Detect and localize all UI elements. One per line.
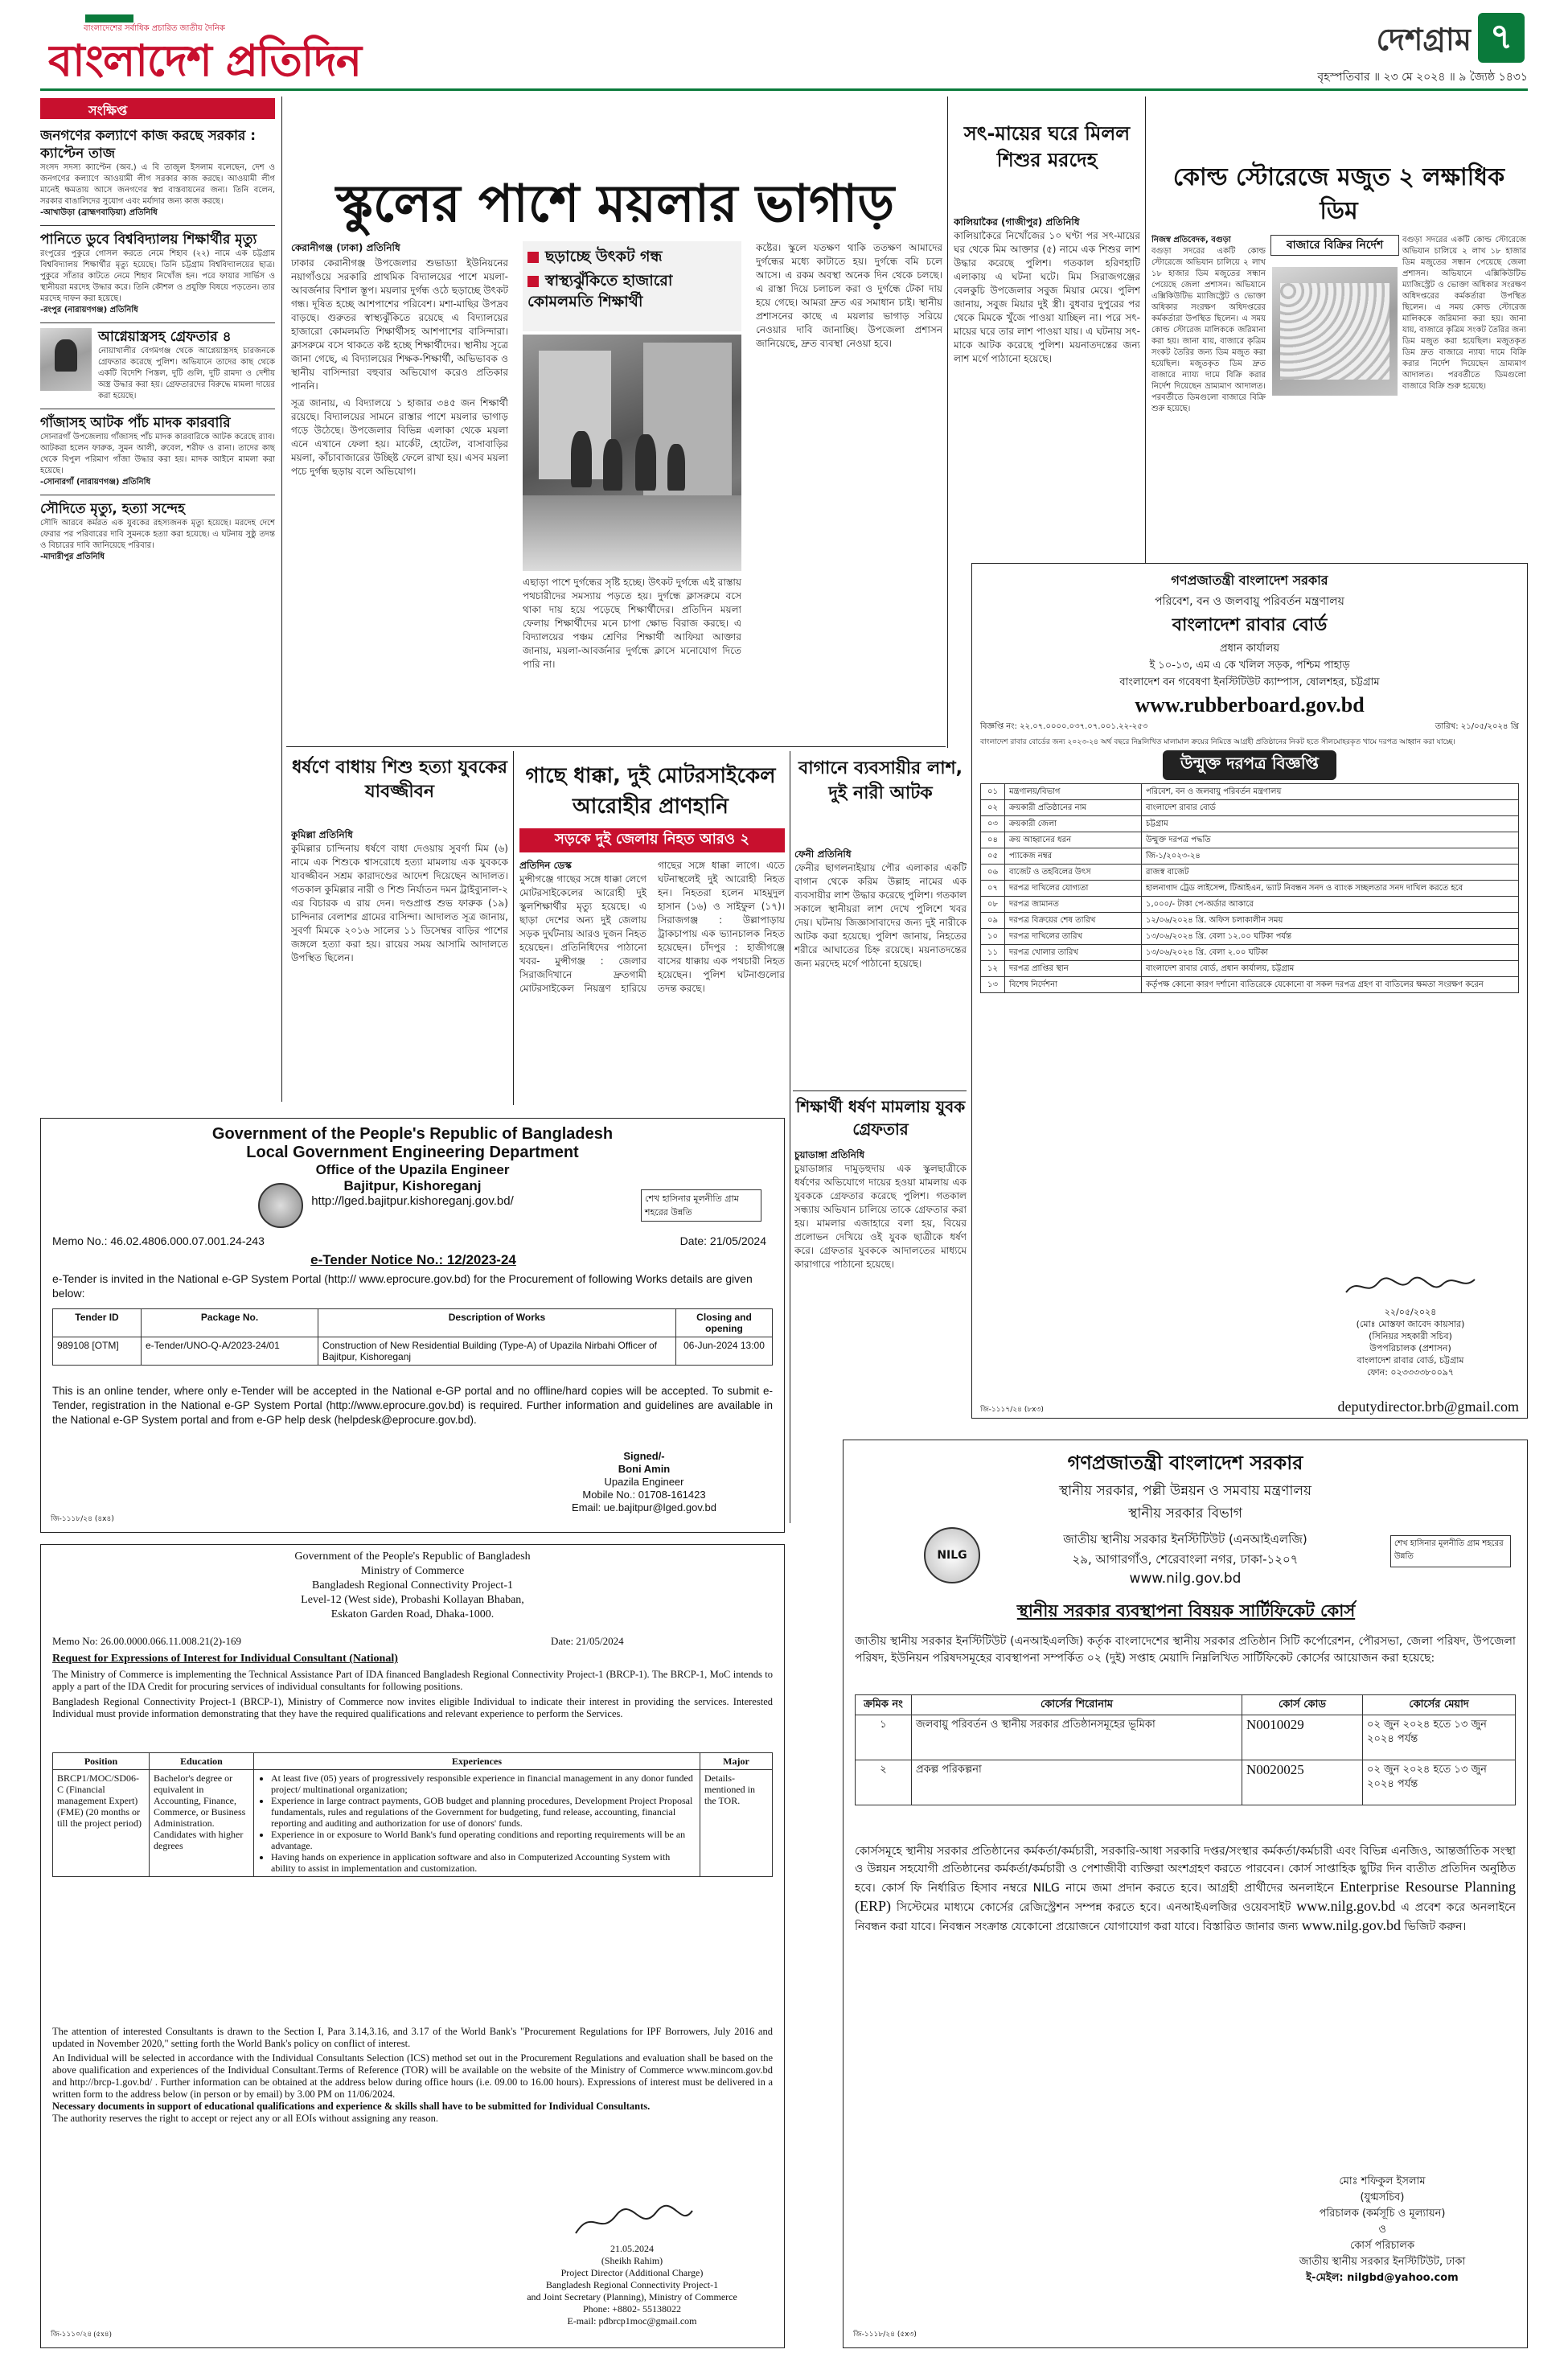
signer-role: and Joint Secretary (Planning), Ministry of Commerce (527, 2291, 737, 2302)
lead-col-3 (523, 576, 741, 745)
table-cell: দরপত্র দাখিলের তারিখ (1005, 929, 1142, 945)
ad-date: Date: 21/05/2024 (679, 1234, 766, 1247)
ad-web-link[interactable]: www.nilg.gov.bd (1296, 1898, 1396, 1914)
table-header: Position (53, 1753, 150, 1770)
table-cell: ১ (856, 1715, 912, 1760)
story6-text: ফেনীর ছাগলনাইয়ায় পৌর এলাকার একটি বাগান থেকে করিম উল্লাহ নামের এক ব্যবসায়ীর লাশ উদ্ধার করেছে পুলিশ। গতকাল সকালে স্থানীয়রা লাশ দেখে পুলিশে খবর দেয়। ঘটনায় জিজ্ঞাসাবাদের জন্য দুই নারীকে আটক করা হয়েছে। পুলিশ জানায়, নিহতের শরীরে আঘাতের চিহ্ন রয়েছে। ময়নাতদন্তের জন্য মরদেহ মর্গে পাঠানো হয়েছে। (794, 862, 967, 969)
table-header: Closing and opening (676, 1309, 773, 1337)
page-date: বৃহস্পতিবার ॥ ২৩ মে ২০২৪ ॥ ৯ জ্যৈষ্ঠ ১৪৩১ (1317, 71, 1528, 84)
ad-paragraph: Bangladesh Regional Connectivity Project-1 (BRCP-1), Ministry of Commerce now invites eligible Individual to indicate their interest in providing the services. Interested Individual must provide information demonstrating that they have the required qualifications and relevant experience to perform the Services. (52, 1696, 773, 1719)
story6-headline-box (794, 756, 967, 844)
ad-ref: জি-১১১৮/২৪ (৫x৩) (853, 2331, 917, 2339)
ad-slogan: শেখ হাসিনার মূলনীতি গ্রাম শহরের উন্নতি (1390, 1535, 1511, 1567)
briefs-header (40, 98, 275, 119)
brief-title: গাঁজাসহ আটক পাঁচ মাদক কারবারি (40, 415, 231, 431)
brief-byline: -রংপুর (নারায়ণগঞ্জ) প্রতিনিধি (40, 306, 138, 314)
story7-headline: শিক্ষার্থী ধর্ষণ মামলায় যুবক গ্রেফতার (795, 1097, 966, 1139)
brief-byline: -মাদারীপুর প্রতিনিধি (40, 552, 105, 561)
signer-role: Project Director (Additional Charge) (560, 2267, 704, 2278)
briefs-header-text: সংক্ষিপ্ত (88, 103, 128, 118)
table-cell: Bachelor's degree or equivalent in Accounting, Finance, Commerce, or Business Administration. Candidates with higher degrees (150, 1770, 254, 1877)
ad-title: Request for Expressions of Interest for Individual Consultant (National) (52, 1653, 398, 1665)
ad-signature-block (491, 2204, 773, 2327)
table-cell: ০২ (981, 800, 1005, 816)
table-header: Tender ID (53, 1309, 142, 1337)
ad-foot: This is an online tender, where only e-Tender will be accepted in the National e-GP portal and no offline/hard copies will be accepted. To submit e-Tender, registration in the National e-GP System Portal (http://www.eprocure.gov.bd) is required. Further information and guidelines are available in the National e-GP System portal and from e-GP help desk (helpdesk@eprocure.gov.bd). (52, 1385, 773, 1426)
table-cell: দরপত্র জামানত (1005, 897, 1142, 913)
table-cell: প্রকল্প পরিকল্পনা (912, 1760, 1242, 1805)
ad-body (855, 1842, 1516, 1936)
lead-highlight-text: স্বাস্থ্যঝুঁকিতে হাজারো কোমলমতি শিক্ষার্থী (527, 272, 673, 310)
table-cell: রাজস্ব বাজেট (1142, 865, 1519, 881)
signer-role: কোর্স পরিচালক (1349, 2240, 1415, 2252)
lged-ad (40, 1118, 785, 1533)
table-row (981, 945, 1519, 961)
table-row (981, 784, 1519, 800)
story5-body (519, 859, 785, 1102)
ad-paragraph: The authority reserves the right to accept or reject any or all EOIs without assigning any reason. (52, 2113, 439, 2124)
ad-intro: বাংলাদেশ রাবার বোর্ডের জন্য ২০২৩-২৪ অর্থ বছরে নিম্নলিখিত মালামাল ক্রয়ের নিমিত্তে আগ্রহী প্রতিষ্ঠানের নিকট হতে সীলমোহরকৃত খামে দরপত্র আহ্বান করা যাচ্ছে। (980, 738, 1455, 746)
signer: Boni Amin (618, 1463, 671, 1475)
table-cell: ১১ (981, 945, 1005, 961)
masthead-tagline: বাংলাদেশের সর্বাধিক প্রচারিত জাতীয় দৈনিক (84, 24, 225, 32)
story2-headline-box (952, 121, 1142, 209)
signer-phone: ফোন: ০২৩৩৩৩৮০০৯৭ (1366, 1367, 1455, 1378)
lead-photo (523, 335, 741, 571)
signer-and: ও (1378, 2224, 1386, 2236)
table-row (981, 961, 1519, 977)
table-header: ক্রমিক নং (856, 1695, 912, 1715)
table-cell: বাজেট ও তহবিলের উৎস (1005, 865, 1142, 881)
lead-highlight-text: ছড়াচ্ছে উৎকট গন্ধ (545, 248, 663, 265)
ad-gov: Government of the People's Republic of Bangladesh (211, 1125, 614, 1143)
ad-body-text: এ প্রবেশ করে অনলাইনে নিবন্ধন করা যাবে। নিবন্ধন সংক্রান্ত যেকোনো প্রয়োজনে যোগাযোগ করা যাবে। বিস্তারিত জানার জন্য (855, 1901, 1516, 1933)
table-cell: N0020025 (1242, 1760, 1363, 1805)
story4-headline: ধর্ষণে বাধায় শিশু হত্যা যুবকের যাবজ্জীবন (292, 758, 507, 802)
lged-table (52, 1308, 773, 1366)
ad-ref: জি-১১১০/২৪ (৫x৪) (51, 2330, 112, 2338)
table-cell: জি-১/২০২৩-২৪ (1142, 848, 1519, 865)
brief-body: সোনারগাঁ উপজেলায় গাঁজাসহ পাঁচ মাদক কারবারিকে আটক করেছে র‌্যাব। আটকরা হলেন ফারুক, সুমন আলী, রুবেল, শরীফ ও রানা। তাদের কাছ থেকে বিপুল পরিমাণ গাঁজা উদ্ধার করা হয়। মাদক আইনে মামলা করা হয়েছে। (40, 433, 275, 475)
logo-text: বাংলাদেশ প্রতিদিন (48, 35, 361, 84)
story3-body (1151, 235, 1526, 557)
masthead-logo (48, 27, 394, 84)
ad-address: বাংলাদেশ বন গবেষণা ইনস্টিটিউট ক্যাম্পাস, ষোলশহর, চট্টগ্রাম (1119, 676, 1380, 688)
table-header: কোর্সের শিরোনাম (912, 1695, 1242, 1715)
ad-project: Bangladesh Regional Connectivity Project-1 (311, 1579, 513, 1592)
table-cell: Details-mentioned in the TOR. (700, 1770, 773, 1877)
ad-paragraph: Necessary documents in support of educational qualifications and experience & skills shall have to be submitted for Individual Consultants. (52, 2101, 651, 2112)
ad-title: স্থানীয় সরকার ব্যবস্থাপনা বিষয়ক সার্টিফিকেট কোর্স (1016, 1601, 1356, 1620)
table-cell: ১২ (981, 961, 1005, 977)
ad-web-link[interactable]: www.nilg.gov.bd (1301, 1917, 1402, 1933)
signer-org: বাংলাদেশ রাবার বোর্ড, চট্টগ্রাম (1357, 1355, 1464, 1366)
eggs-photo (1272, 267, 1398, 396)
section-name-box (1254, 16, 1472, 64)
tagline-badge (85, 14, 133, 23)
table-cell: ১২/০৬/২০২৪ খ্রি. অফিস চলাকালীন সময় (1142, 913, 1519, 929)
story2-text: কালিয়াকৈরে নিখোঁজের ১০ ঘণ্টা পর সৎ-মায়ের ঘর থেকে মিম আক্তার (৫) নামে এক শিশুর লাশ উদ্ধার করেছে পুলিশ। গতকাল হরিণহাটি এলাকায় এ ঘটনা ঘটে। মিম সিরাজগঞ্জের বেলকুচি উপজেলার সবুজ মিয়ার মেয়ে। পুলিশ জানায়, সবুজ মিয়ার দুই স্ত্রী। বুধবার দুপুরের পর থেকে মিমকে খুঁজে পাওয়া যাচ্ছিল না। পরে সৎ-মায়ের ঘরে তার লাশ পাওয়া যায়। এ ঘটনায় সৎ-মাকে আটক করেছে পুলিশ। ময়নাতদন্তের জন্য লাশ মর্গে পাঠানো হয়েছে। (954, 230, 1140, 364)
lead-col-4 (756, 241, 942, 745)
story3-text: বগুড়া সদরের একটি কোল্ড স্টোরেজে অভিযান চালিয়ে ২ লাখ ১৮ হাজার ডিম মজুতের সন্ধান পেয়েছে জেলা প্রশাসন। অভিযানে এক্সিকিউটিভ ম্যাজিস্ট্রেট ও ভোক্তা অধিকার সংরক্ষণ অধিদপ্তরের কর্মকর্তারা উপস্থিত ছিলেন। এ সময় কোল্ড স্টোরেজ মালিককে জরিমানা করা হয়। জানা যায়, বাজারে কৃত্রিম সংকট তৈরির জন্য ডিম মজুত করা হয়েছিল। মজুতকৃত ডিম দ্রুত বাজারে ন্যায্য দামে বিক্রি করার নির্দেশ দিয়েছেন ভ্রাম্যমাণ আদালত। পরবর্তীতে ডিমগুলো বাজারে বিক্রি শুরু হয়েছে। (1402, 236, 1526, 391)
lead-highlight (523, 241, 741, 267)
masthead-rule (40, 88, 1528, 91)
ad-notice: e-Tender Notice No.: 12/2023-24 (310, 1252, 516, 1267)
brief-title: আগ্নেয়াস্ত্রসহ গ্রেফতার ৪ (98, 329, 232, 345)
briefs-column (40, 98, 275, 1103)
story7-text: চুয়াডাঙ্গার দামুড়হুদায় এক স্কুলছাত্রীকে ধর্ষণের অভিযোগে দায়ের হওয়া মামলায় এক যুবককে গ্রেফতার করেছে পুলিশ। গতকাল সন্ধ্যায় অভিযান চালিয়ে তাকে গ্রেফতার করা হয়। মামলার এজাহারে বলা হয়, বিয়ের প্রলোভন দেখিয়ে ওই যুবক ছাত্রীকে ধর্ষণ করে। গ্রেফতার যুবককে আদালতের মাধ্যমে কারাগারে পাঠানো হয়েছে। (794, 1163, 967, 1270)
story3-subhead: বাজারে বিক্রির নির্দেশ (1270, 235, 1399, 256)
ad-paragraph: An Individual will be selected in accordance with the Individual Consultants Selection (ICS) method set out in the Procurement Regulations and evaluation shall be based on the above qualification and experiences of the Individual Consultant.Terms of Reference (TOR) will be available on the website of the Ministry of Commerce www.mincom.gov.bd and http://brcp-1.gov.bd/ . Further information can be obtained at the address below during office hours (i.e. 09.00 to 16.00 hours). Expressions of interest must be delivered in a written form to the address below (in person or by email) by 3.00 PM on 11/06/2024. (52, 2052, 773, 2100)
table-cell: Construction of New Residential Building (Type-A) of Upazila Nirbahi Officer of Bajitpur, Kishoreganj (318, 1337, 676, 1366)
brief-byline: -আখাউড়া (ব্রাহ্মণবাড়িয়া) প্রতিনিধি (40, 208, 158, 217)
ad-ref: জি-১১১৮/২৪ (৪x৪) (51, 1515, 114, 1523)
ad-ministry: পরিবেশ, বন ও জলবায়ু পরিবর্তন মন্ত্রণালয় (1155, 595, 1344, 608)
table-cell: বাংলাদেশ রাবার বোর্ড (1142, 800, 1519, 816)
ad-body-text: কোর্সসমূহে স্থানীয় সরকার প্রতিষ্ঠানের কর্মকর্তা/কর্মচারী, সরকারি-আধা সরকারি দপ্তর/সংস্থার কর্মকর্তা/কর্মচারী এবং বিভিন্ন এনজিও, আন্তর্জাতিক সংস্থা ও উন্নয়ন সহযোগী প্রতিষ্ঠানের কর্মকর্তা/কর্মচারী ও পেশাজীবী ব্যক্তিরা অংশগ্রহণ করতে পারবেন। কোর্স সাপ্তাহিক ছুটির দিন ব্যতীত প্রতিদিন অনুষ্ঠিত হবে। কোর্স ফি নির্ধারিত হিসাব নম্বরে NILG নামে জমা প্রদান করতে হবে। আগ্রহী প্রার্থীদের অনলাইনে (855, 1845, 1516, 1895)
ad-signature-block (1310, 1275, 1511, 1411)
table-header: কোর্সের মেয়াদ (1363, 1695, 1516, 1715)
ad-gov: গণপ্রজাতন্ত্রী বাংলাদেশ সরকার (1067, 1452, 1303, 1474)
bullet-icon (527, 276, 539, 287)
table-cell: ১৩ (981, 977, 1005, 993)
experience-item: • At least five (05) years of progressively responsible experience in financial management in any donor funded project/ multinational organization; (271, 1772, 696, 1795)
brief-item (40, 225, 275, 316)
signed: Signed/- (623, 1450, 665, 1462)
brief-title: পানিতে ডুবে বিশ্ববিদ্যালয় শিক্ষার্থীর মৃত্যু (40, 232, 257, 248)
story6-body (794, 848, 967, 1089)
story5-headline: গাছে ধাক্কা, দুই মোটরসাইকেল আরোহীর প্রাণহানি (525, 764, 776, 819)
signer-title: (সিনিয়র সহকারী সচিব) (1369, 1331, 1452, 1341)
ad-memo: বিজ্ঞপ্তি নং: ২২.০৭.০০০০.০৩৭.০৭.০০১.২২-২৫৩ (980, 722, 1148, 731)
table-row (981, 929, 1519, 945)
ad-signature-block (523, 1450, 765, 1514)
ad-office: প্রধান কার্যালয় (1219, 643, 1280, 655)
table-cell: ১,০০০/- টাকা পে-অর্ডার আকারে (1142, 897, 1519, 913)
brief-title: জনগণের কল্যাণে কাজ করছে সরকার : ক্যাপ্টেন তাজ (40, 128, 257, 162)
ad-body-text: সিস্টেমের মাধ্যমে কোর্সের রেজিস্ট্রেশন সম্পন্ন করতে হবে। এনআইএলজির ওয়েবসাইট (896, 1901, 1291, 1914)
story3-text: বগুড়া সদরের একটি কোল্ড স্টোরেজে অভিযান চালিয়ে ২ লাখ ১৮ হাজার ডিম মজুতের সন্ধান পেয়েছে জেলা প্রশাসন। অভিযানে এক্সিকিউটিভ ম্যাজিস্ট্রেট ও ভোক্তা অধিকার সংরক্ষণ অধিদপ্তরের কর্মকর্তারা উপস্থিত ছিলেন। এ সময় কোল্ড স্টোরেজ মালিককে জরিমানা করা হয়। জানা যায়, বাজারে কৃত্রিম সংকট তৈরির জন্য ডিম মজুত করা হয়েছিল। মজুতকৃত ডিম দ্রুত বাজারে ন্যায্য দামে বিক্রি করার নির্দেশ দিয়েছেন ভ্রাম্যমাণ আদালত। পরবর্তীতে ডিমগুলো বাজারে বিক্রি শুরু হয়েছে। (1151, 247, 1266, 413)
lead-headline-box (289, 170, 941, 240)
lead-highlight-box (523, 241, 741, 331)
lead-col-1 (291, 241, 508, 724)
ad-place: Bajitpur, Kishoreganj (343, 1178, 482, 1193)
ad-intro: জাতীয় স্থানীয় সরকার ইনস্টিটিউট (এনআইএলজি) কর্তৃক বাংলাদেশের স্থানীয় সরকার প্রতিষ্ঠান সিটি কর্পোরেশন, পৌরসভা, জেলা পরিষদ, উপজেলা পরিষদ, ইউনিয়ন পরিষদসমূহের ব্যবস্থাপনা সম্পর্কিত ০২ (দুই) সপ্তাহ মেয়াদি নিম্নলিখিত সার্টিফিকেট কোর্সের আয়োজন করা হয়েছে: (855, 1635, 1516, 1665)
story6-byline: ফেনী প্রতিনিধি (794, 848, 852, 860)
table-row (981, 913, 1519, 929)
table-cell: দরপত্র বিক্রয়ের শেষ তারিখ (1005, 913, 1142, 929)
signer-email[interactable]: E-mail: pdbrcp1moc@gmail.com (567, 2315, 697, 2327)
table-cell: N0010029 (1242, 1715, 1363, 1760)
story3-headline: কোল্ড স্টোরেজে মজুত ২ লক্ষাধিক ডিম (1172, 163, 1505, 225)
ad-gov: Government of the People's Republic of Bangladesh (294, 1550, 531, 1563)
brief-item (40, 127, 275, 219)
table-cell: 989108 [OTM] (53, 1337, 142, 1366)
signer-email[interactable]: Email: ue.bajitpur@lged.gov.bd (572, 1501, 716, 1514)
table-cell: দরপত্র প্রাপ্তির স্থান (1005, 961, 1142, 977)
table-cell: e-Tender/UNO-Q-A/2023-24/01 (142, 1337, 318, 1366)
story4-headline-box (291, 756, 508, 824)
ad-web[interactable]: www.nilg.gov.bd (1129, 1571, 1242, 1587)
sign-date: ২২/০৫/২০২৪ (1384, 1307, 1437, 1317)
experience-item: • Having hands on experience in application software and also in Computerized Accounting System with ability to assist in implementation and customization. (271, 1851, 696, 1874)
brief-body: রংপুরের পুকুরে গোসল করতে নেমে শিহাব (২২) নামে এক চট্টগ্রাম বিশ্ববিদ্যালয় শিক্ষার্থীর মৃত্যু হয়েছে। তিনি চট্টগ্রাম বিশ্ববিদ্যালয়ের ছাত্র। পুকুরে সাঁতার কাটতে নেমে শিহাব নিখোঁজ হন। পরে ফায়ার সার্ভিস ও স্থানীয়রা মরদেহ উদ্ধার করে। তিনি কৌশল ও প্রযুক্তি বিষয়ে পড়তেন। তার মরদেহ দাফন করা হয়েছে। (40, 249, 275, 303)
ad-office: Office of the Upazila Engineer (315, 1162, 510, 1177)
ad-ministry: স্থানীয় সরকার, পল্লী উন্নয়ন ও সমবায় মন্ত্রণালয় (1058, 1483, 1312, 1499)
story4-byline: কুমিল্লা প্রতিনিধি (291, 829, 353, 840)
lead-headline: স্কুলের পাশে ময়লার ভাগাড় (335, 175, 895, 234)
rubber-board-ad (971, 563, 1528, 1419)
brief-item (40, 409, 275, 488)
table-cell: ০৮ (981, 897, 1005, 913)
signer-title: Upazila Engineer (604, 1476, 684, 1488)
story6-headline: বাগানে ব্যবসায়ীর লাশ, দুই নারী আটক (798, 758, 963, 803)
nilg-logo: NILG (924, 1527, 980, 1583)
brief-photo (40, 328, 92, 391)
table-header: Education (150, 1753, 254, 1770)
table-row (981, 897, 1519, 913)
story2-byline: কালিয়াকৈর (গাজীপুর) প্রতিনিধি (954, 216, 1080, 228)
story4-body (291, 828, 508, 1102)
section-rule (793, 1090, 967, 1091)
lged-logo-icon (258, 1183, 303, 1228)
column-rule (1145, 97, 1146, 563)
table-cell: দরপত্র দাখিলের যোগ্যতা (1005, 881, 1142, 897)
table-row (981, 816, 1519, 832)
brief-item (40, 322, 275, 402)
table-cell: চট্টগ্রাম (1142, 816, 1519, 832)
table-cell: ০১ (981, 784, 1005, 800)
table-cell: ০৯ (981, 913, 1005, 929)
signer-phone: Phone: +8802- 55138022 (582, 2303, 682, 2314)
table-cell: ০২ জুন ২০২৪ হতে ১৩ জুন ২০২৪ পর্যন্ত (1363, 1715, 1516, 1760)
story4-text: কুমিল্লার চান্দিনায় ধর্ষণে বাধা দেওয়ায় সুবর্ণা মিম (৬) নামে এক শিশুকে শ্বাসরোধে হত্যা মামলায় এক যুবককে যাবজ্জীবন সশ্রম কারাদণ্ডের আদেশ দিয়েছেন আদালত। গতকাল কুমিল্লার নারী ও শিশু নির্যাতন দমন ট্রাইব্যুনাল-২ এর বিচারক এ রায় দেন। দণ্ডপ্রাপ্ত শুভ ফারুক (১৯) চান্দিনার বেলাশর গ্রামের বাসিন্দা। আদালত সূত্র জানায়, সুবর্ণা মিমকে ২০১৬ সালের ১১ ডিসেম্বর বাড়ির পাশের জঙ্গলে হত্যা করা হয়। রায়ের সময় আসামি আদালতে উপস্থিত ছিলেন। (291, 843, 508, 963)
signer: মোঃ শফিকুল ইসলাম (1339, 2175, 1426, 2187)
lead-text: সূত্র জানায়, এ বিদ্যালয়ে ১ হাজার ৩৪৫ জন শিক্ষার্থী রয়েছে। বিদ্যালয়ের সামনে রাস্তার পাশে ময়লার ভাগাড় গড়ে উঠেছে। উপজেলার বিভিন্ন এলাকা থেকে ময়লা এনে এখানে ফেলা হয়। মার্কেট, হোটেল, বাসাবাড়ির ময়লা, কাঁচাবাজারের উচ্ছিষ্ট ফেলে রাখা হয়। এসব ময়লা পচে দুর্গন্ধ ছড়ায় বলে অভিযোগ। (291, 397, 508, 477)
ad-address: Level-12 (West side), Probashi Kollayan Bhaban, (301, 1594, 524, 1606)
ad-slogan: শেখ হাসিনার মূলনীতি গ্রাম শহরের উন্নতি (641, 1189, 761, 1222)
table-cell: বাংলাদেশ রাবার বোর্ড, প্রধান কার্যালয়, চট্টগ্রাম (1142, 961, 1519, 977)
story2-headline: সৎ-মায়ের ঘরে মিলল শিশুর মরদেহ (963, 122, 1131, 171)
signature (491, 2204, 773, 2243)
brcp-table (52, 1752, 773, 1877)
table-cell: হালনাগাদ ট্রেড লাইসেন্স, টিআইএন, ভ্যাট নিবন্ধন সনদ ও ব্যাংক সচ্ছলতার সনদ দাখিল করতে হবে (1142, 881, 1519, 897)
ad-address: Eskaton Garden Road, Dhaka-1000. (330, 1608, 495, 1620)
table-header: কোর্স কোড (1242, 1695, 1363, 1715)
table-cell: BRCP1/MOC/SD06-C (Financial management Expert) (FME) (20 months or till the project period) (53, 1770, 150, 1877)
signer-role: Bangladesh Regional Connectivity Project-1 (545, 2279, 719, 2290)
ad-web[interactable]: www.rubberboard.gov.bd (1135, 693, 1365, 717)
table-header: Experiences (254, 1753, 700, 1770)
table-cell: ১০ (981, 929, 1005, 945)
table-header: Major (700, 1753, 773, 1770)
ad-dept: Local Government Engineering Department (246, 1144, 579, 1161)
signer-title: (যুগ্মসচিব) (1360, 2191, 1405, 2204)
sign-date: 21.05.2024 (610, 2243, 654, 2254)
lead-highlight (523, 267, 741, 312)
signer-role: পরিচালক (কর্মসূচি ও মূল্যায়ন) (1319, 2208, 1446, 2220)
column-rule (281, 97, 282, 1102)
briefs-list (40, 127, 275, 1100)
table-row (981, 881, 1519, 897)
table-row (981, 832, 1519, 848)
story5-kicker: সড়কে দুই জেলায় নিহত আরও ২ (519, 828, 785, 852)
table-cell: ০৫ (981, 848, 1005, 865)
ad-gov: গণপ্রজাতন্ত্রী বাংলাদেশ সরকার (1171, 573, 1328, 588)
table-cell: ১৩/০৬/২০২৪ খ্রি. বেলা ২.০০ ঘটিকা (1142, 945, 1519, 961)
tender-table (980, 783, 1519, 993)
course-table (855, 1694, 1516, 1805)
lead-text: কষ্টের। স্কুলে যতক্ষণ থাকি ততক্ষণ আমাদের দুর্গন্ধের মধ্যে কাটাতে হয়। দুর্গন্ধে বমি চলে আসে। এ রকম অবস্থা অনেক দিন থেকে চলছে। এ রাস্তা দিয়ে চলাচল করা ও দুর্গন্ধে টেকা দায় হয়ে গেছে। আমরা দ্রুত এর সমাধান চাই। স্থানীয় প্রশাসনের কাছে এ ময়লার ভাগাড় সরিয়ে নেওয়ার দাবি জানাচ্ছি। উপজেলা প্রশাসন জানিয়েছে, দ্রুত ব্যবস্থা নেওয়া হবে। (756, 242, 942, 349)
table-cell: ক্রয় আহ্বানের ধরন (1005, 832, 1142, 848)
ad-paragraph: The attention of interested Consultants is drawn to the Section I, Para 3.14,3.16, and 3.17 of the World Bank's "Procurement Regulations for IPF Borrowers, July 2016 and updated in November 2020," setting forth the World Bank's policy on conflict of interest. (52, 2026, 773, 2049)
section-name: দেশগ্রাম (1376, 22, 1472, 57)
table-cell (254, 1770, 700, 1877)
table-cell: ক্রয়কারী প্রতিষ্ঠানের নাম (1005, 800, 1142, 816)
ad-ministry: Ministry of Commerce (360, 1565, 465, 1577)
experience-item: • Experience in large contract payments, GOB budget and planning procedures, Development Project Proposal fundamentals, rules and regulations of the Government for budgeting, fund release, accounting, financial reporting and auditing and authorization for use of donors' funds. (271, 1795, 696, 1829)
brief-title: সৌদিতে মৃত্যু, হত্যা সন্দেহ (40, 501, 185, 517)
table-row (981, 977, 1519, 993)
lead-byline: কেরানীগঞ্জ (ঢাকা) প্রতিনিধি (291, 242, 400, 253)
ad-erp: Enterprise Resourse Planning (ERP) (855, 1879, 1516, 1914)
nilg-ad (843, 1440, 1528, 2348)
brief-body: সংসদ সদস্য ক্যাপ্টেন (অব.) এ বি তাজুল ইসলাম বলেছেন, দেশ ও জনগণের কল্যাণে আওয়ামী লীগ সরকার কাজ করছে। আওয়ামী লীগ মানেই ক্ষমতায় আসে জনগণের স্বপ্ন বাস্তবায়নের জন্য। তিনি বলেন, সরকার বাঙালিদের সুযোগ এবং মর্যাদার জন্য কাজ করছে। (40, 163, 275, 206)
table-cell: উন্মুক্ত দরপত্র পদ্ধতি (1142, 832, 1519, 848)
section-rule (286, 746, 946, 747)
brief-body: নোয়াখালীর বেগমগঞ্জ থেকে আগ্নেয়াস্ত্রসহ চারজনকে গ্রেফতার করেছে পুলিশ। অভিযানে তাদের কাছ থেকে একটি বিদেশি পিস্তল, দুটি গুলি, দুটি রামদা ও দেশীয় অস্ত্র উদ্ধার করা হয়। গ্রেফতারদের বিরুদ্ধে মামলা দায়ের করা হয়েছে। (98, 347, 275, 400)
story5-byline: প্রতিদিন ডেস্ক (519, 860, 572, 871)
table-row (981, 848, 1519, 865)
table-cell: জলবায়ু পরিবর্তন ও স্থানীয় সরকার প্রতিষ্ঠানসমূহের ভূমিকা (912, 1715, 1242, 1760)
ad-web[interactable]: http://lged.bajitpur.kishoreganj.gov.bd/ (311, 1194, 514, 1208)
ad-memo: Memo No.: 46.02.4806.000.07.001.24-243 (52, 1234, 265, 1247)
brief-item (40, 495, 275, 563)
story2-body (954, 216, 1140, 553)
table-header: Package No. (142, 1309, 318, 1337)
lead-text: ঢাকার কেরানীগঞ্জ উপজেলার শুভাড্যা ইউনিয়নের নয়াগাঁওয়ে সরকারি প্রাথমিক বিদ্যালয়ের পাশে ময়লা-আবর্জনার বিশাল স্তূপ। ময়লার দুর্গন্ধ ওঠে ছড়াচ্ছে উৎকট গন্ধ। দূষিত হচ্ছে আশপাশের পরিবেশ। মশা-মাছির উপদ্রব বাড়ছে। গুরুতর স্বাস্থ্যঝুঁকিতে রয়েছে এ বিদ্যালয়ের হাজারো কোমলমতি শিক্ষার্থীসহ আশপাশের বাসিন্দারা। ক্লাসরুমে বসে থাকতে কষ্ট হচ্ছে শিক্ষার্থীদের। স্থানীয় সূত্রে জানা গেছে, এ বিদ্যালয়ের শিক্ষক-শিক্ষার্থী, অভিভাবক ও স্থানীয় বাসিন্দারা বহুবার অভিযোগ করেও প্রতিকার পাননি। (291, 257, 508, 392)
table-cell: ০৪ (981, 832, 1005, 848)
signer: (মোঃ মোস্তফা জাবেদ কায়সার) (1356, 1319, 1465, 1329)
story3-byline: নিজস্ব প্রতিবেদক, বগুড়া (1151, 236, 1231, 244)
brief-byline: -সোনারগাঁ (নারায়ণগঞ্জ) প্রতিনিধি (40, 478, 151, 487)
table-cell: বিশেষ নির্দেশনা (1005, 977, 1142, 993)
story7-headline-box (794, 1095, 967, 1145)
ad-memo: Memo No: 26.00.0000.066.11.008.21(2)-169 (52, 1635, 241, 1647)
table-header: Description of Works (318, 1309, 676, 1337)
signature (1310, 1275, 1511, 1306)
story3-headline-box (1151, 161, 1526, 230)
page-number: ৭ (1478, 13, 1525, 63)
table-row (981, 865, 1519, 881)
ad-ref: জি-১১১৭/২৪ (৮x৩) (980, 1406, 1044, 1414)
brcp-ad (40, 1544, 785, 2348)
column-rule (513, 751, 514, 1105)
ad-date: তারিখ: ২১/০৫/২০২৪ খ্রি (1435, 722, 1519, 731)
ad-paragraph: The Ministry of Commerce is implementing the Technical Assistance Part of IDA financed Bangladesh Regional Connectivity Project-1 (BRCP-1). The BRCP-1, MoC intends to apply a part of the IDA Credit for procuring services of individual consultants for following positions. (52, 1669, 773, 1692)
ad-board: বাংলাদেশ রাবার বোর্ড (1172, 615, 1328, 635)
signer-role: উপপরিচালক (প্রশাসন) (1369, 1343, 1451, 1353)
table-cell: 06-Jun-2024 13:00 (676, 1337, 773, 1366)
signer-email[interactable]: ই-মেইল: nilgbd@yahoo.com (1306, 2272, 1459, 2284)
table-cell: ক্রয়কারী জেলা (1005, 816, 1142, 832)
signer: (Sheikh Rahim) (601, 2255, 663, 2266)
table-cell: প্যাকেজ নম্বর (1005, 848, 1142, 865)
signer-org: জাতীয় স্থানীয় সরকার ইনস্টিটিউট, ঢাকা (1299, 2256, 1466, 2268)
table-cell: ২ (856, 1760, 912, 1805)
experience-item: • Experience in or exposure to World Bank's fund operating conditions and reporting requirements will be an advantage. (271, 1829, 696, 1851)
ad-address: ই ১০-১৩, এম এ কে খলিল সড়ক, পশ্চিম পাহাড় (1149, 659, 1350, 672)
ad-email[interactable]: deputydirector.brb@gmail.com (1337, 1399, 1519, 1415)
ad-address: ২৯, আগারগাঁও, শেরেবাংলা নগর, ঢাকা-১২০৭ (1072, 1552, 1299, 1567)
bullet-icon (527, 252, 539, 263)
ad-intro: e-Tender is invited in the National e-GP System Portal (http:// www.eprocure.gov.bd) for the Procurement of following Works details are given below: (52, 1272, 753, 1300)
story5-text: মুন্সীগঞ্জে গাছের সঙ্গে ধাক্কা লেগে মোটরসাইকেলের আরোহী দুই স্কুলশিক্ষার্থীর মৃত্যু হয়েছে। এ ছাড়া দেশের অন্য দুই জেলায় সড়ক দুর্ঘটনায় আরও দুজন নিহত হয়েছেন। প্রতিনিধিদের পাঠানো খবর- মুন্সীগঞ্জ : জেলার সিরাজদিখানে দ্রুতগামী মোটরসাইকেল নিয়ন্ত্রণ হারিয়ে গাছের সঙ্গে ধাক্কা লাগে। এতে ঘটনাস্থলেই দুই আরোহী নিহত হন। নিহতরা হলেন মাহমুদুল হাসান (১৬) ও সাইফুল (১৭)। সিরাজগঞ্জ : উল্লাপাড়ায় ট্রাকচাপায় এক ভ্যানচালক নিহত হয়েছেন। চাঁদপুর : হাজীগঞ্জে বাসের ধাক্কায় এক পথচারী নিহত হয়েছেন। পুলিশ ঘটনাগুলোর তদন্ত করছে। (519, 860, 785, 994)
ad-title: উন্মুক্ত দরপত্র বিজ্ঞপ্তি (1163, 750, 1336, 780)
ad-division: স্থানীয় সরকার বিভাগ (1128, 1505, 1242, 1522)
ad-date: Date: 21/05/2024 (551, 1635, 624, 1647)
ad-inst: জাতীয় স্থানীয় সরকার ইনস্টিটিউট (এনআইএলজি) (1063, 1532, 1307, 1546)
table-cell: পরিবেশ, বন ও জলবায়ু পরিবর্তন মন্ত্রণালয় (1142, 784, 1519, 800)
table-cell: ০২ জুন ২০২৪ হতে ১৩ জুন ২০২৪ পর্যন্ত (1363, 1760, 1516, 1805)
table-cell: ০৬ (981, 865, 1005, 881)
lead-text: এছাড়া পাশে দুর্গন্ধের সৃষ্টি হচ্ছে। উৎকট দুর্গন্ধে এই রাস্তায় পথচারীদের সমস্যায় পড়তে হয়। দুর্গন্ধে ক্লাসরুমে বসে থাকা দায় হয়ে পড়েছে শিক্ষার্থীদের। প্রতিদিন ময়লা ফেলায় শিক্ষার্থীদের মনে চাপা ক্ষোভ বিরাজ করছে। এ বিদ্যালয়ের পঞ্চম শ্রেণির শিক্ষার্থী আফিয়া আক্তার জানায়, ময়লা-আবর্জনার দুর্গন্ধে ক্লাসে মনোযোগ দিতে পারি না। (523, 577, 741, 670)
table-cell: কর্তৃপক্ষ কোনো কারণ দর্শানো ব্যতিরেকে যেকোনো বা সকল দরপত্র গ্রহণ বা বাতিলের ক্ষমতা সংরক্ষণ করেন (1142, 977, 1519, 993)
ad-signature-block (1246, 2174, 1519, 2286)
table-row (981, 800, 1519, 816)
story7-byline: চুয়াডাঙ্গা প্রতিনিধি (794, 1149, 865, 1160)
brief-body: সৌদি আরবে কর্মরত এক যুবকের রহস্যজনক মৃত্যু হয়েছে। মরদেহ দেশে ফেরার পর পরিবারের দাবি সুমনকে হত্যা করা হয়েছে। এ ঘটনায় সুষ্ঠু তদন্ত ও বিচারের দাবি জানিয়েছে পরিবার। (40, 519, 275, 550)
table-cell: ০৭ (981, 881, 1005, 897)
column-rule (947, 97, 948, 748)
signer-mobile: Mobile No.: 01708-161423 (582, 1489, 706, 1501)
ad-body-text: ভিজিট করুন। (1404, 1920, 1467, 1933)
table-cell: ০৩ (981, 816, 1005, 832)
story5-headline-box (518, 761, 783, 825)
table-cell: মন্ত্রণালয়/বিভাগ (1005, 784, 1142, 800)
table-cell: দরপত্র খোলার তারিখ (1005, 945, 1142, 961)
table-cell: ১৩/০৬/২০২৪ খ্রি. বেলা ১২.০০ ঘটিকা পর্যন্ত (1142, 929, 1519, 945)
